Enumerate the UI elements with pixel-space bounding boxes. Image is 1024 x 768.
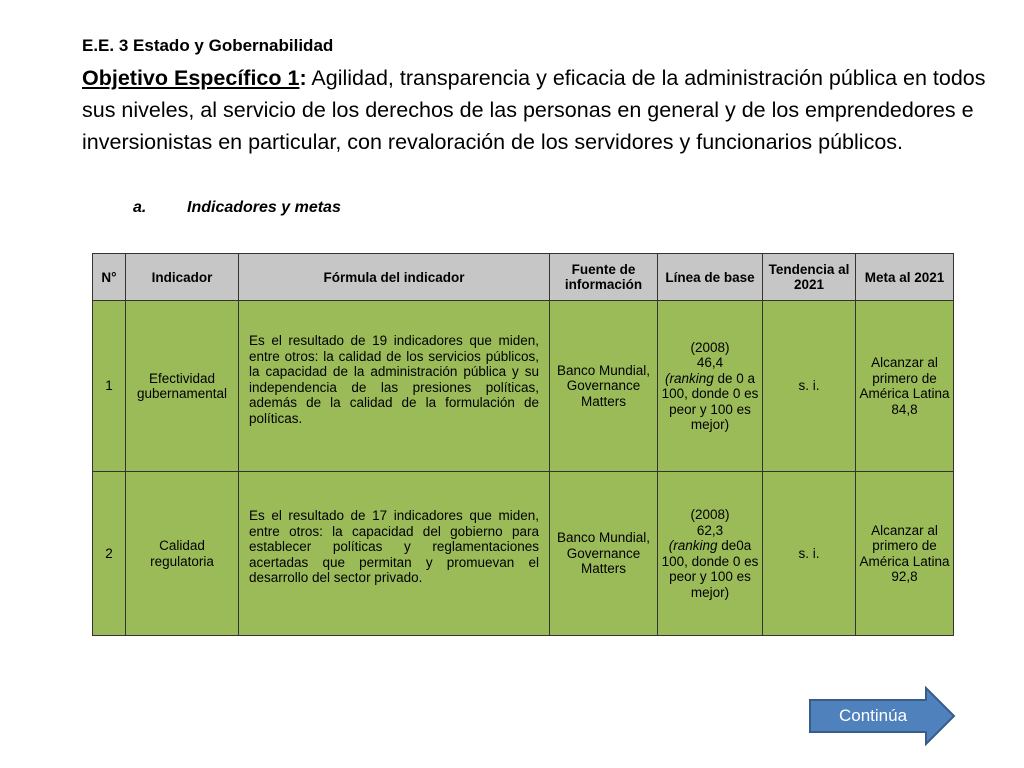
baseline-scale: de0a 100, donde 0 es peor y 100 es mejor) xyxy=(661,538,759,600)
table-row xyxy=(93,301,954,472)
header-number: N° xyxy=(93,254,126,301)
header-trend: Tendencia al 2021 xyxy=(763,254,856,301)
baseline-year: (2008) xyxy=(690,507,730,522)
cell-trend: s. i. xyxy=(763,472,856,636)
cell-baseline xyxy=(658,472,763,636)
header-baseline: Línea de base xyxy=(658,254,763,301)
baseline-ranking: (ranking xyxy=(664,370,714,386)
cell-indicator: Efectividad gubernamental xyxy=(126,301,239,472)
objective-text: Agilidad, transparencia y eficacia de la administración pública en todos sus niveles, al servicio de los derechos de las personas en general y de los emprendedores e inversionistas en particular, con revaloración de los servidores y funcionarios públicos. xyxy=(82,66,986,154)
baseline-ranking: (ranking xyxy=(668,538,718,553)
objective-paragraph xyxy=(82,62,1002,158)
baseline-value: 46,4 xyxy=(696,355,724,370)
cell-number: 1 xyxy=(93,301,126,472)
cell-formula: Es el resultado de 17 indicadores que miden, entre otros: la capacidad del gobierno para establecer políticas y reglamentaciones acertadas que permitan y promuevan el desarrollo del sector privado. xyxy=(239,472,550,636)
subheading xyxy=(133,199,341,217)
cell-indicator: Calidad regulatoria xyxy=(126,472,239,636)
table-header-row xyxy=(93,254,954,301)
cell-formula: Es el resultado de 19 indicadores que miden, entre otros: la calidad de los servicios públicos, la capacidad de la administración pública y su independencia de las presiones políticas, además de la calidad de la formulación de políticas. xyxy=(239,301,550,472)
cell-number: 2 xyxy=(93,472,126,636)
section-heading: E.E. 3 Estado y Gobernabilidad xyxy=(82,36,334,55)
baseline-scale: de 0 a 100, donde 0 es peor y 100 es mejor) xyxy=(661,370,759,432)
objective-label: Objetivo Específico 1 xyxy=(82,66,300,90)
cell-goal: Alcanzar al primero de América Latina 92,8 xyxy=(856,472,954,636)
table-row xyxy=(93,472,954,636)
cell-source: Banco Mundial, Governance Matters xyxy=(550,472,658,636)
cell-goal: Alcanzar al primero de América Latina 84,8 xyxy=(856,301,954,472)
continue-button[interactable] xyxy=(808,686,956,746)
cell-trend: s. i. xyxy=(763,301,856,472)
objective-colon: : xyxy=(299,66,307,90)
cell-baseline xyxy=(658,301,763,472)
baseline-year: (2008) xyxy=(690,339,730,355)
subheading-marker: a. xyxy=(133,199,147,216)
indicators-table xyxy=(92,253,954,636)
baseline-value: 62,3 xyxy=(696,522,724,538)
header-indicator: Indicador xyxy=(126,254,239,301)
header-formula: Fórmula del indicador xyxy=(239,254,550,301)
header-goal: Meta al 2021 xyxy=(856,254,954,301)
subheading-text: Indicadores y metas xyxy=(187,199,341,216)
cell-source: Banco Mundial, Governance Matters xyxy=(550,301,658,472)
header-source: Fuente de información xyxy=(550,254,658,301)
continue-label: Continúa xyxy=(838,706,908,725)
